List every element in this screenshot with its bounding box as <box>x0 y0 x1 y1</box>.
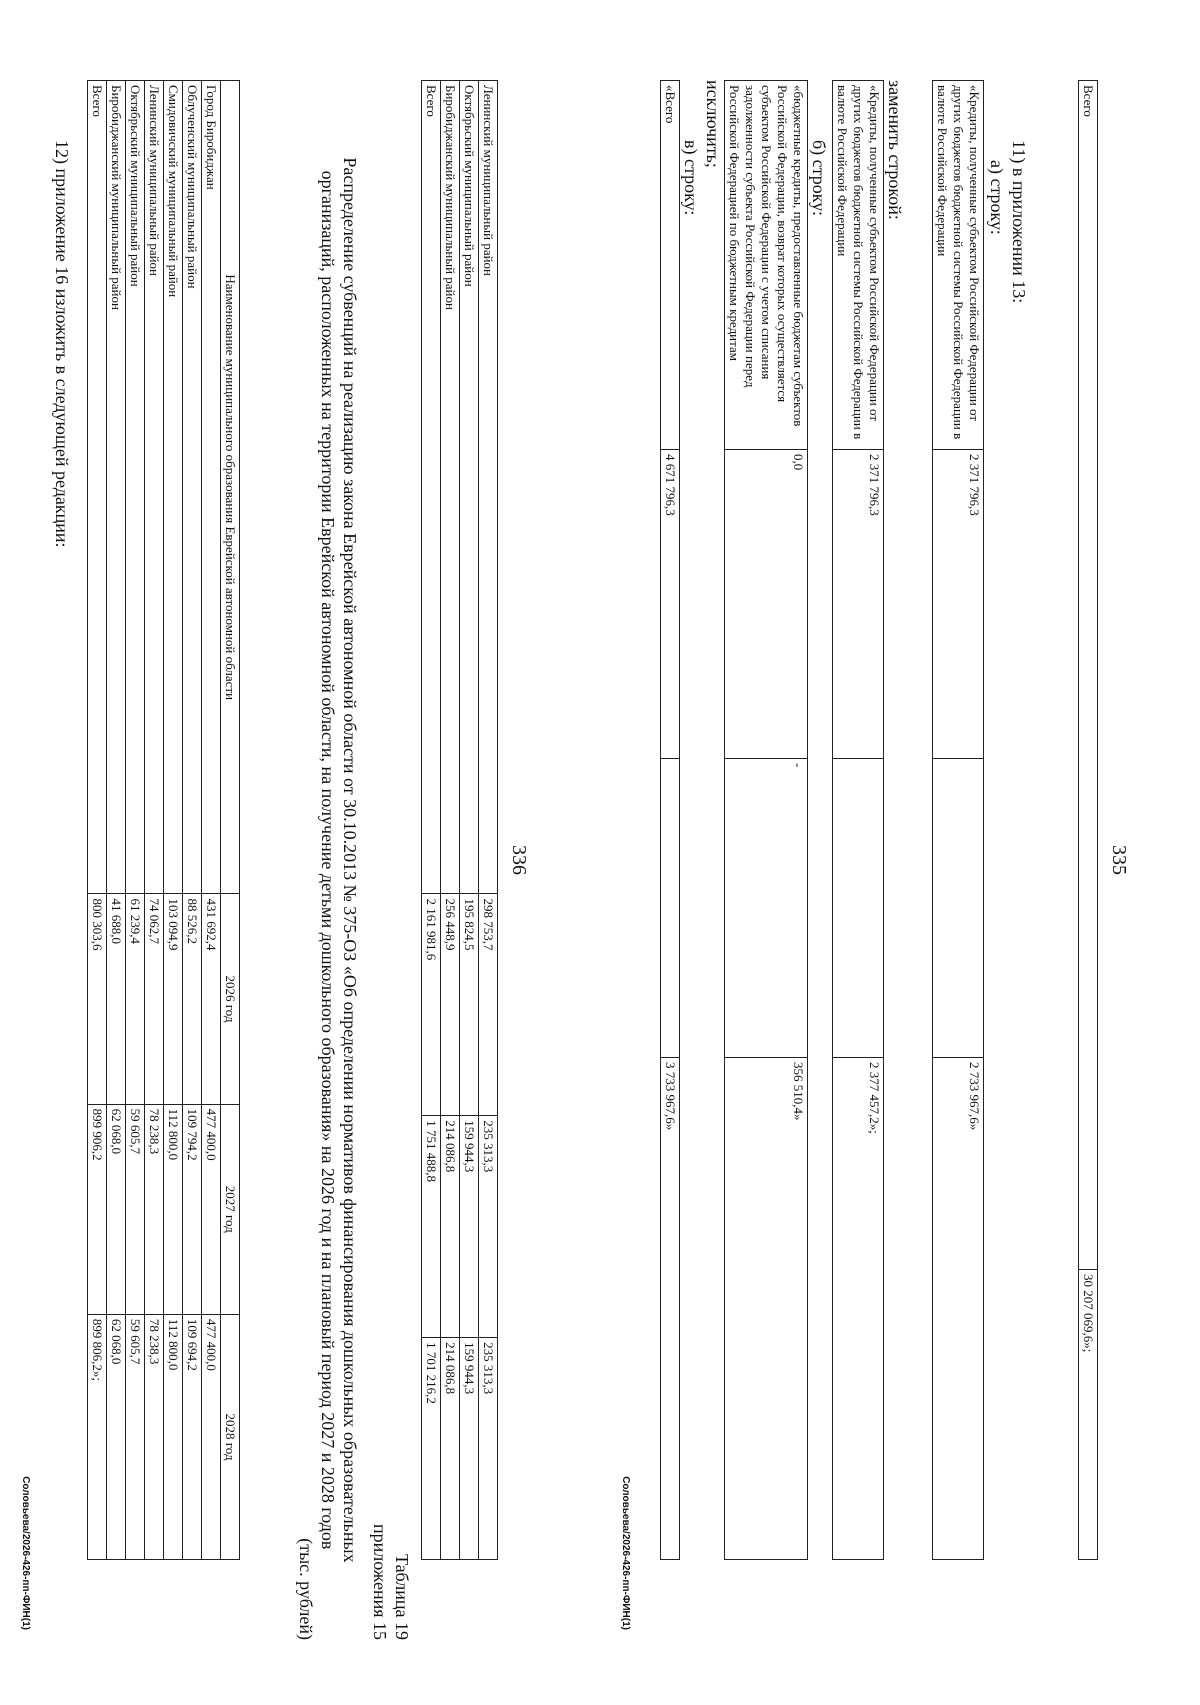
row-label-cell: Биробиджанский муниципальный район <box>107 81 126 894</box>
table-19-label: Таблица 19 <box>392 1554 412 1640</box>
row-b-v1: 0,0 <box>725 450 808 759</box>
item-a-label: а) строку: <box>987 160 1007 235</box>
row-value-cell: 109 794,2 <box>183 1104 202 1314</box>
row-value-cell: 159 944,3 <box>460 1338 479 1560</box>
row-value-cell: 195 824,5 <box>460 894 479 1116</box>
row-value-cell: 1 751 488,8 <box>422 1116 441 1338</box>
item-b-label: б) строку: <box>809 140 829 216</box>
table-row <box>88 81 107 1560</box>
row-v-table <box>660 80 680 1560</box>
header-cell: Наименование муниципального образования Еврейской автономной области <box>221 81 240 894</box>
row-label-cell: Всего <box>88 81 107 894</box>
row-b-table <box>724 80 808 1560</box>
row-label-cell: Ленинский муниципальный район <box>479 81 498 894</box>
row-v-v1: 4 671 796,3 <box>661 450 680 759</box>
table-row <box>479 81 498 1560</box>
table-row <box>183 81 202 1560</box>
table-row <box>422 81 441 1560</box>
row-a-v2 <box>933 759 984 1058</box>
row-value-cell: 214 086,8 <box>441 1338 460 1560</box>
row-a-table <box>932 80 984 1560</box>
table-19-heading: Распределение субвенций на реализацию закона Еврейской автономной области от 30.10.2013 № 375-ОЗ «Об определении нормативов финансирования дошкольных образовательных организаций, расположенных на территории Еврейской автономной области, на получение детьми дошкольного образования» на 2026 год и на плановый период 2027 и 2028 годов <box>318 157 360 1563</box>
page-footer: Соловьева/2026-426-пп-ФИН(1) <box>620 1476 631 1630</box>
row-value-cell: 899 906,2 <box>88 1104 107 1314</box>
row-value-cell: 431 692,4 <box>202 894 221 1104</box>
exclude-label: исключить; <box>703 80 723 168</box>
table-row <box>441 81 460 1560</box>
row-value-cell: 78 238,3 <box>145 1104 164 1314</box>
row-replace-1-table <box>832 80 884 1560</box>
row-replace-1-text: «Кредиты, полученные субъектом Российской Федерации от других бюджетов бюджетной системы Российской Федерации в валюте Российской Федерации <box>833 81 884 450</box>
row-value-cell: 800 303,6 <box>88 894 107 1104</box>
row-value-cell: 61 239,4 <box>126 894 145 1104</box>
row-value-cell: 74 062,7 <box>145 894 164 1104</box>
row-a-v3: 2 733 967,6» <box>933 1058 984 1560</box>
row-label-cell: Октябрьский муниципальный район <box>460 81 479 894</box>
row-value-cell: 235 313,3 <box>479 1338 498 1560</box>
row-v-v3: 3 733 967,6» <box>661 1058 680 1560</box>
page-number: 336 <box>508 845 530 875</box>
section-12-text: 12) приложение 16 изложить в следующей редакции: <box>52 140 72 548</box>
row-label-cell: Город Биробиджан <box>202 81 221 894</box>
item-v-label: в) строку: <box>681 140 701 216</box>
row-v-text: «Всего <box>661 81 680 450</box>
table-header <box>221 81 240 1560</box>
row-b-v2: - <box>725 759 808 1058</box>
row-b-text: «бюджетные кредиты, предоставленные бюджетам субъектов Российской Федерации, возврат которых осуществляется субъектом Российской Федерации с учетом списания задолженности субъекта Российской Федерации перед Российской Федерацией по бюджетным кредитам <box>725 81 808 450</box>
row-value-cell: 41 688,0 <box>107 894 126 1104</box>
row-value-cell: 235 313,3 <box>479 1116 498 1338</box>
page-footer: Соловьева/2026-426-пп-ФИН(1) <box>20 1476 31 1630</box>
row-a-text: «Кредиты, полученные субъектом Российской Федерации от других бюджетов бюджетной системы Российской Федерации в валюте Российской Федерации <box>933 81 984 450</box>
row-v-v2 <box>661 759 680 1058</box>
row-value-cell: 159 944,3 <box>460 1116 479 1338</box>
table-row <box>164 81 183 1560</box>
row-value-cell: 62 068,0 <box>107 1104 126 1314</box>
row-value-cell: 59 605,7 <box>126 1104 145 1314</box>
row-replace-1-v3: 2 377 457,2»; <box>833 1058 884 1560</box>
table-19 <box>87 80 240 1560</box>
row-value-cell: 899 806,2»; <box>88 1314 107 1559</box>
row-value-cell: 477 400,0 <box>202 1104 221 1314</box>
appendix-15-label: приложения 15 <box>370 1523 390 1640</box>
header-cell: 2027 год <box>221 1104 240 1314</box>
row-label-cell: Биробиджанский муниципальный район <box>441 81 460 894</box>
row-value-cell: 59 605,7 <box>126 1314 145 1559</box>
row-value-cell: 1 701 216,2 <box>422 1338 441 1560</box>
row-label-cell: Всего <box>422 81 441 894</box>
row-value-cell: 103 094,9 <box>164 894 183 1104</box>
row-label-cell: Ленинский муниципальный район <box>145 81 164 894</box>
row-value-cell: 88 526,2 <box>183 894 202 1104</box>
row-b-v3: 356 510,4» <box>725 1058 808 1560</box>
row-label-cell: Октябрьский муниципальный район <box>126 81 145 894</box>
table-row <box>202 81 221 1560</box>
section-11-title: 11) в приложении 13: <box>1009 140 1029 304</box>
units-label: (тыс. рублей) <box>296 1538 316 1640</box>
table-row <box>145 81 164 1560</box>
row-value-cell: 477 400,0 <box>202 1314 221 1559</box>
row-value-cell: 256 448,9 <box>441 894 460 1116</box>
top-districts-table <box>421 80 498 1560</box>
page-335 <box>600 0 1200 1705</box>
page-number: 335 <box>1108 845 1130 875</box>
top-total-table <box>1078 80 1098 1560</box>
row-value-cell: 298 753,7 <box>479 894 498 1116</box>
row-value-cell: 214 086,8 <box>441 1116 460 1338</box>
row-value: 30 207 069,6»; <box>1079 1270 1098 1560</box>
row-label-cell: Облученский муниципальный район <box>183 81 202 894</box>
row-value-cell: 2 161 981,6 <box>422 894 441 1116</box>
row-replace-1-v2 <box>833 759 884 1058</box>
row-replace-1-v1: 2 371 796,3 <box>833 450 884 759</box>
row-value-cell: 109 694,2 <box>183 1314 202 1559</box>
row-value-cell: 112 800,0 <box>164 1104 183 1314</box>
table-row <box>107 81 126 1560</box>
header-cell: 2028 год <box>221 1314 240 1559</box>
row-value-cell: 62 068,0 <box>107 1314 126 1559</box>
table-row <box>126 81 145 1560</box>
table-row <box>460 81 479 1560</box>
row-a-v1: 2 371 796,3 <box>933 450 984 759</box>
header-cell: 2026 год <box>221 894 240 1104</box>
row-label: Всего <box>1079 81 1098 1270</box>
row-value-cell: 78 238,3 <box>145 1314 164 1559</box>
row-label-cell: Смидовичский муниципальный район <box>164 81 183 894</box>
replace-label-1: заменить строкой: <box>885 80 905 220</box>
row-value-cell: 112 800,0 <box>164 1314 183 1559</box>
